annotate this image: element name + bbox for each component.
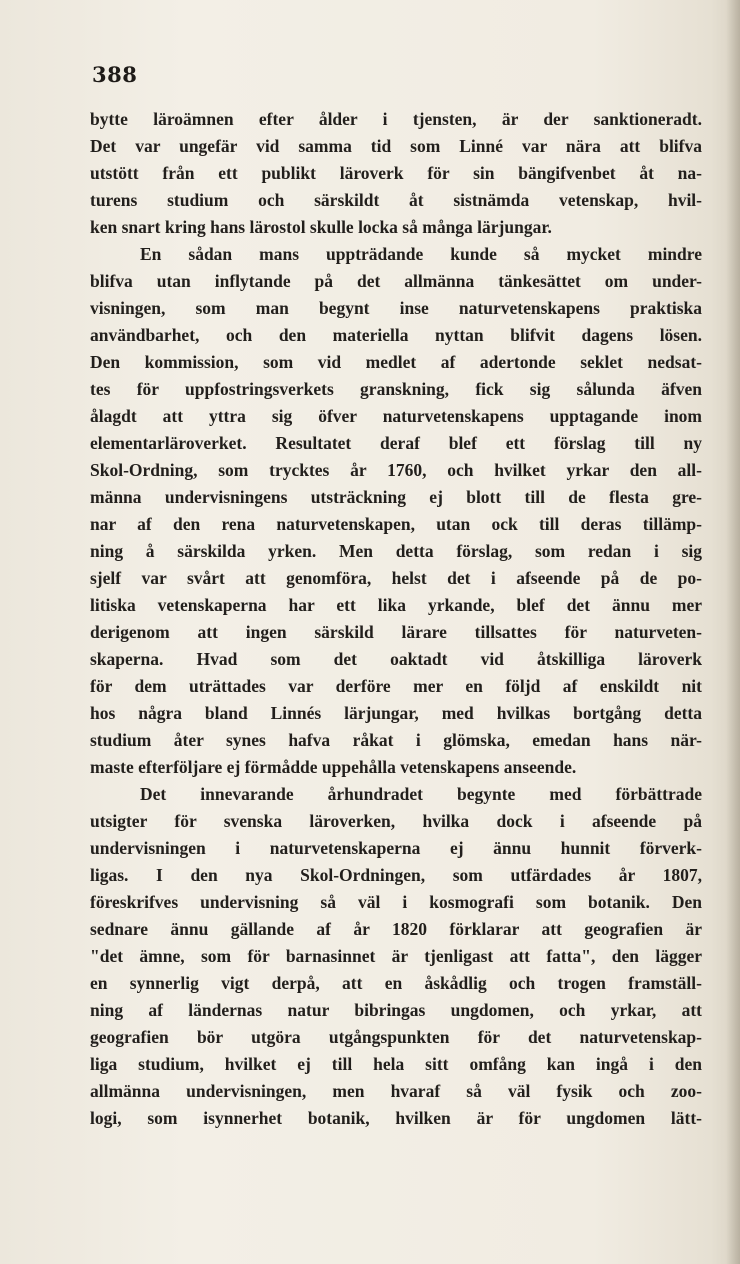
text-line: En sådan mans uppträdande kunde så mycket mindre [140,244,702,264]
text-line: en synnerlig vigt derpå, att en åskådlig och trogen framställ- [90,973,702,993]
text-line: "det ämne, som för barnasinnet är tjenligast att fatta", den lägger [90,946,702,966]
text-line: derigenom att ingen särskild lärare tillsattes för naturveten- [90,622,702,642]
text-line: litiska vetenskaperna har ett lika yrkande, blef det ännu mer [90,595,702,615]
text-line: sednare ännu gällande af år 1820 förklarar att geografien är [90,919,702,939]
text-line: hos några bland Linnés lärjungar, med hvilkas bortgång detta [90,703,702,723]
text-line: användbarhet, och den materiella nyttan blifvit dagens lösen. [90,325,702,345]
text-line: Skol-Ordning, som trycktes år 1760, och hvilket yrkar den all- [90,460,702,480]
text-line: allmänna undervisningen, men hvaraf så väl fysik och zoo- [90,1081,702,1101]
text-line: Det var ungefär vid samma tid som Linné var nära att blifva [90,136,702,156]
text-line: sjelf var svårt att genomföra, helst det i afseende på de po- [90,568,702,588]
text-line: utstött från ett publikt läroverk för sin bängifvenbet åt na- [90,163,702,183]
text-line: skaperna. Hvad som det oaktadt vid åtskilliga läroverk [90,649,702,669]
page-number: 388 [92,62,138,87]
text-line: geografien bör utgöra utgångspunkten för det naturvetenskap- [90,1027,702,1047]
text-line: Det innevarande århundradet begynte med förbättrade [140,784,702,804]
body-text [90,106,702,1132]
text-line: undervisningen i naturvetenskaperna ej ännu hunnit förverk- [90,838,702,858]
text-line: elementarläroverket. Resultatet deraf blef ett förslag till ny [90,433,702,453]
text-line: tes för uppfostringsverkets granskning, fick sig sålunda äfven [90,379,702,399]
text-line: logi, som isynnerhet botanik, hvilken är för ungdomen lätt- [90,1108,702,1128]
text-line: maste efterföljare ej förmådde uppehålla vetenskapens anseende. [90,757,577,777]
page-edge-shadow [726,0,740,1264]
text-line: ken snart kring hans lärostol skulle locka så många lärjungar. [90,217,552,237]
text-line: blifva utan inflytande på det allmänna tänkesättet om under- [90,271,702,291]
text-line: ning å särskilda yrken. Men detta förslag, som redan i sig [90,541,702,561]
text-line: för dem uträttades var derföre mer en följd af enskildt nit [90,676,702,696]
text-line: ålagdt att yttra sig öfver naturvetenskapens upptagande inom [90,406,702,426]
text-line: studium åter synes hafva råkat i glömska, emedan hans när- [90,730,702,750]
text-line: utsigter för svenska läroverken, hvilka dock i afseende på [90,811,702,831]
text-line: ligas. I den nya Skol-Ordningen, som utfärdades år 1807, [90,865,702,885]
text-line: bytte läroämnen efter ålder i tjensten, är der sanktioneradt. [90,109,702,129]
text-line: ning af ländernas natur bibringas ungdomen, och yrkar, att [90,1000,702,1020]
text-line: föreskrifves undervisning så väl i kosmografi som botanik. Den [90,892,702,912]
text-line: männa undervisningens utsträckning ej blott till de flesta gre- [90,487,702,507]
text-line: visningen, som man begynt inse naturvetenskapens praktiska [90,298,702,318]
text-line: Den kommission, som vid medlet af adertonde seklet nedsat- [90,352,702,372]
text-line: nar af den rena naturvetenskapen, utan ock till deras tillämp- [90,514,702,534]
text-line: liga studium, hvilket ej till hela sitt omfång kan ingå i den [90,1054,702,1074]
text-line: turens studium och särskildt åt sistnämda vetenskap, hvil- [90,190,702,210]
